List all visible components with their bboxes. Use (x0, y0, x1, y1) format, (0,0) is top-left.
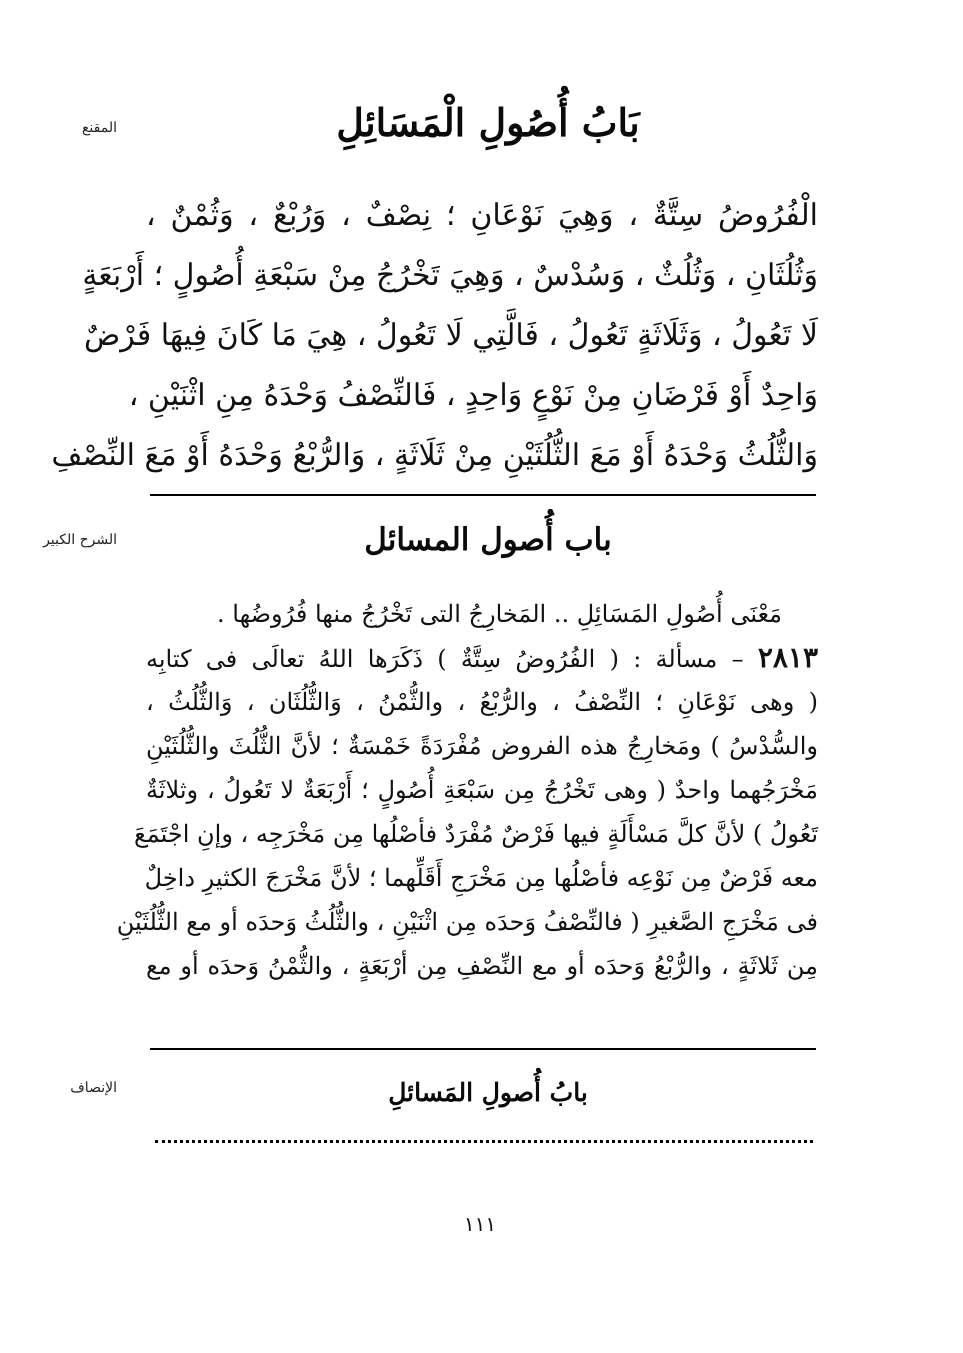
sharh-issue-text: – مسألة : ( الفُرُوضُ سِتَّةٌ ) ذَكَرَها اللهُ تعالَى فى كتابِه (146, 645, 744, 673)
sharh-line: معه فَرْضٌ مِن نَوْعِه فأصْلُها مِن مَخْرَجِ أَقَلِّهما ؛ لأنَّ مَخْرَجَ الكثيرِ داخِلٌ (144, 864, 818, 892)
sharh-line: فى مَخْرَجِ الصَّغيرِ ( فالنِّصْفُ وَحدَه مِن اثْنَيْنِ ، والثُّلُثُ وَحدَه أو مع الثُّلُثَيْنِ (116, 908, 818, 936)
sharh-line: والسُّدْسُ ) ومَخارِجُ هذه الفروض مُفْرَدَةً خَمْسَةٌ ؛ لأنَّ الثُّلُثَ والثُّلُثَيْنِ (146, 732, 818, 760)
insaf-title: بابُ أُصولِ المَسائلِ (388, 1078, 588, 1107)
muqni-line: وَالثُّلُثُ وَحْدَهُ أَوْ مَعَ الثُّلُثَيْنِ مِنْ ثَلَاثَةٍ ، وَالرُّبْعُ وَحْدَهُ أَوْ مَعَ النِّصْفِ (51, 438, 818, 473)
sharh-title: باب أُصول المسائل (364, 522, 612, 558)
sharh-line: مِن ثَلاثَةٍ ، والرُّبْعُ وَحدَه أو مع النِّصْفِ مِن أرْبَعَةٍ ، والثُّمْنُ وَحدَه أو مع (146, 952, 819, 980)
muqni-line: الْفُرُوضُ سِتَّةٌ ، وَهِيَ نَوْعَانِ ؛ نِصْفٌ ، وَرُبْعٌ ، وَثُمْنٌ ، (146, 198, 818, 233)
section-divider (150, 1048, 816, 1050)
sharh-text (116, 592, 819, 988)
muqni-title: بَابُ أُصُولِ الْمَسَائِلِ (336, 100, 640, 145)
section-divider (150, 494, 816, 496)
sharh-intro: مَعْنَى أُصُولِ المَسَائِلِ .. المَخارِجُ التى تَخْرُجُ منها فُرُوضُها . (217, 600, 782, 628)
page-number: ١١١ (463, 1212, 497, 1236)
sharh-line: تَعُولُ ) لأنَّ كلَّ مَسْأَلَةٍ فيها فَرْضٌ مُفْرَدٌ فأصْلُها مِن مَخْرَجِه ، وإنِ اجْتَمَعَ (134, 820, 818, 848)
sharh-line (146, 636, 818, 680)
issue-number: ٢٨١٣ (757, 641, 818, 674)
muqni-text (51, 186, 818, 486)
sharh-line: ( وهى نَوْعَانِ ؛ النِّصْفُ ، والرُّبْعُ ، والثُّمْنُ ، وَالثُّلُثَان ، وَالثُّلُثُ ، (146, 688, 818, 716)
muqni-line: وَاحِدٌ أَوْ فَرْضَانِ مِنْ نَوْعٍ وَاحِدٍ ، فَالنِّصْفُ وَحْدَهُ مِنِ اثْنَيْنِ ، (128, 378, 818, 413)
muqni-line: لَا تَعُولُ ، وَثَلَاثَةٍ تَعُولُ ، فَالَّتِي لَا تَعُولُ ، هِيَ مَا كَانَ فِيهَا فَرْضٌ (84, 318, 818, 353)
source-label-sharh: الشرح الكبير (43, 532, 117, 548)
source-label-insaf: الإنصاف (70, 1080, 117, 1096)
muqni-line: وَثُلُثَانِ ، وَثُلُثٌ ، وَسُدْسٌ ، وَهِيَ تَخْرُجُ مِنْ سَبْعَةِ أُصُولٍ ؛ أَرْبَعَةٍ (82, 258, 818, 293)
source-label-muqni: المقنع (81, 120, 117, 136)
dotted-separator (155, 1140, 813, 1143)
sharh-line: مَخْرَجُهما واحدٌ ( وهى تَخْرُجُ مِن سَبْعَةِ أُصُولٍ ؛ أَرْبَعَةٌ لا تَعُولُ ، وثلاثَةٌ (146, 776, 818, 804)
